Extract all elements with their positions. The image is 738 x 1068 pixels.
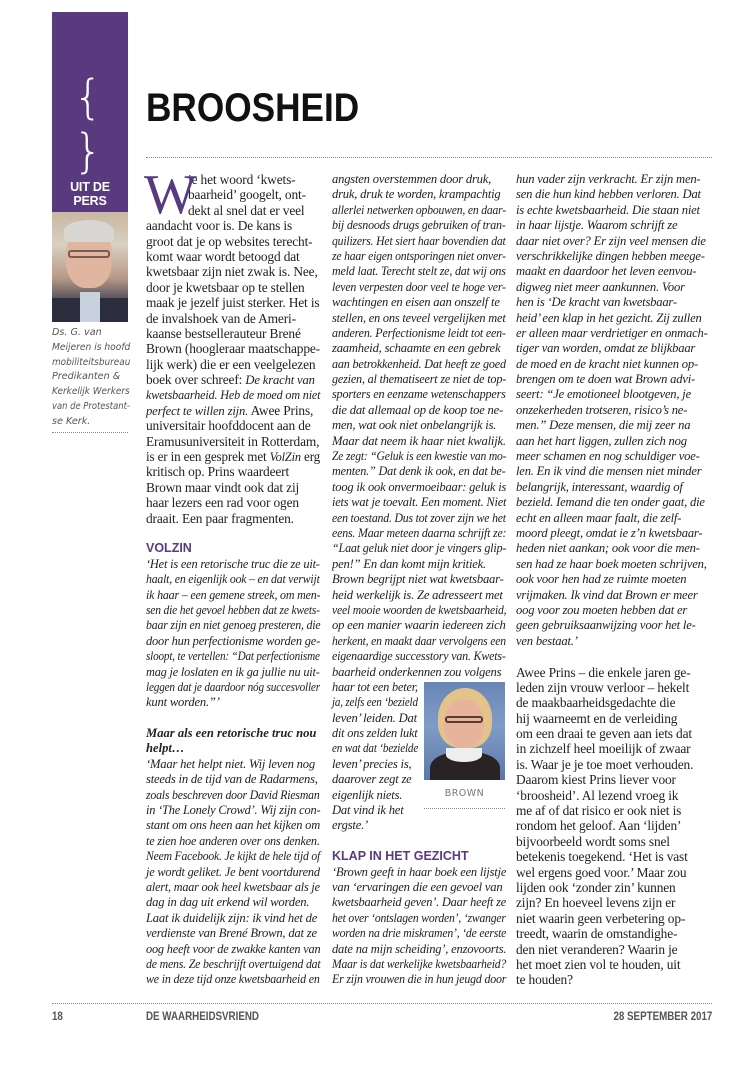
text-line: kwetsbaar zijn niet zwak is. Nee, — [146, 264, 318, 280]
text-line: verschrikkelijke dingen hebben meege- — [516, 248, 705, 263]
text-line: len. En ik vind die mensen niet minder — [516, 464, 702, 479]
text-segment: is er in een gesprek met — [146, 449, 270, 465]
text-line: belangrijk, interessant, waardig of — [516, 479, 683, 494]
drop-cap: W — [144, 164, 197, 226]
text-line: dag in dag uit erkend wil worden. — [146, 895, 310, 910]
text-line: mag je loslaten en ik ga jullie nu uit- — [146, 664, 320, 679]
text-line: meer schamen en nog schuldiger voe- — [516, 449, 700, 464]
paragraph — [146, 557, 322, 711]
text-line: baarheid onderkennen zou volgens — [332, 664, 502, 679]
subheading: KLAP IN HET GEZICHT — [332, 849, 469, 864]
text-line: op een manier waarin iedereen zich — [332, 618, 506, 633]
text-line: oog heeft voor de zwakke kanten van — [146, 941, 321, 956]
text-line: universitair hoofddocent aan de — [146, 418, 311, 434]
text-line: je wordt geliket. Je bent voortdurend — [146, 864, 320, 879]
text-line: wel ergens goed voor.’ Maar zou — [516, 864, 687, 880]
text-line: steeds in de tijd van de Radarmens, — [146, 772, 318, 787]
text-line: Eramusuniversiteit in Rotterdam, — [146, 433, 320, 449]
text-line: allerlei netwerken opbouwen, en daar- — [332, 202, 506, 217]
text-line: bezield. Iemand die ten onder gaat, die — [516, 495, 705, 510]
text-line: we in deze tijd onze kwetsbaarheid en — [146, 972, 320, 987]
caption-line: se Kerk. — [52, 415, 91, 427]
text-line: haalt, en eigenlijk ook – en dat verwijt — [146, 572, 320, 587]
text-line: den niet veranderen? Waarin je — [516, 941, 678, 957]
text-line: kunt worden.”’ — [146, 695, 220, 710]
text-line: Awee Prins – die enkele jaren ge- — [516, 664, 691, 680]
caption-line: van de Protestant- — [52, 400, 130, 412]
text-line: bij desnoods drugs gebruiken of tran- — [332, 218, 506, 233]
caption-line: Kerkelijk Werkers — [52, 386, 130, 398]
issue-date: 28 SEPTEMBER 2017 — [613, 1011, 712, 1023]
divider — [52, 432, 128, 433]
text-line: kritisch op. Prins waardeert — [146, 464, 290, 480]
text-line: veel mooie woorden de kwetsbaarheid, — [332, 602, 507, 617]
text-line: men, wat ook niet onbelangrijk is. — [332, 418, 497, 433]
text-line: Er zijn vrouwen die in hun jeugd door — [332, 972, 507, 987]
text-line: komt waar wordt betoogd dat — [146, 248, 300, 264]
text-line: ik haar – een gemene streek, om men- — [146, 587, 321, 602]
text-line: het over ‘ontslagen worden’, ‘zwanger — [332, 910, 506, 925]
text-line: oog voor zou moeten hebben dat er — [516, 602, 688, 617]
text-segment: Awee Prins, — [248, 402, 314, 418]
text-line: ‘Brown geeft in haar boek een lijstje — [332, 864, 507, 879]
text-line: wachtingen en eisen aan onszelf te — [332, 295, 500, 310]
text-line: gezien, al thematiseert ze niet de top- — [332, 372, 507, 387]
text-line: ‘broosheid’. Al lezend vroeg ik — [516, 787, 679, 803]
text-line: verdienste van Brené Brown, dat ze — [146, 926, 317, 941]
text-line: aandacht voor is. De kans is — [146, 218, 293, 234]
text-line: lijk werk) die er een veelgelezen — [146, 356, 316, 372]
text-line: aan het hart liggen, zullen zich nog — [516, 433, 687, 448]
text-line: en wat dat ‘bezielde — [332, 741, 419, 756]
text-line: brengen om te doen wat Brown advi- — [516, 372, 696, 387]
paragraph — [516, 172, 712, 649]
text-line — [146, 449, 320, 464]
paragraph — [144, 164, 322, 526]
text-line: geen gebruiksaanwijzing voor het le- — [516, 618, 696, 633]
paragraph — [146, 757, 322, 988]
text-line: te houden? — [516, 972, 573, 988]
text-line: het moet zien vol te houden, uit — [516, 956, 681, 972]
text-line: is echte kwetsbaarheid. Die staan niet — [516, 202, 700, 217]
text-line: te zien hoe anderen over ons denken. — [146, 833, 320, 848]
text-line: eigenaardige successtory van. Kwets- — [332, 649, 506, 664]
text-line: Daarom kiest Prins liever voor — [516, 772, 676, 788]
text-line: eens. Maar meteen daarna schrijft ze: — [332, 525, 507, 540]
footer-divider — [52, 1003, 712, 1004]
braces-logo-icon: { } — [73, 70, 107, 178]
text-segment: boek over schreef: — [146, 372, 246, 388]
divider — [424, 808, 505, 809]
text-line: stant om ons heen aan het kijken om — [146, 818, 321, 833]
paragraph — [516, 665, 712, 988]
text-line: de moed en de kracht niet kunnen op- — [516, 356, 698, 371]
text-line: men.” Deze mensen, die mij zeer na — [516, 418, 691, 433]
text-line: Dat vind ik het — [332, 803, 404, 818]
text-line: sen die het gevoel hebben dat ze kwets- — [146, 602, 320, 617]
text-line: vrijmaken. Ik vind dat Brown er meer — [516, 587, 698, 602]
spacer — [332, 834, 508, 849]
photo-caption: BROWN — [444, 788, 485, 799]
article-column-1 — [144, 164, 322, 988]
text-line — [146, 372, 315, 387]
text-line: baarheid’ googelt, ont- — [188, 187, 306, 203]
caption-line: Meijeren is hoofd — [52, 341, 131, 353]
text-line: Laat ik duidelijk zijn: ik vind het de — [146, 910, 318, 925]
spacer — [516, 649, 712, 664]
text-line: van ‘ervaringen die een gevoel van — [332, 879, 503, 894]
text-line: Maar als een retorische truc nou — [146, 726, 317, 741]
text-line: bijvoorbeeld wordt soms snel — [516, 833, 670, 849]
text-line: leggen dat je daardoor nóg succesvoller — [146, 679, 320, 694]
text-line — [146, 387, 320, 402]
text-line: aan betrokkenheid. Dat heeft ze goed — [332, 356, 506, 371]
author-caption — [52, 326, 132, 430]
text-line: maak je jezelf juist sterker. Het is — [146, 295, 320, 311]
italic-segment: De kracht van — [245, 373, 315, 388]
text-line: ergste.’ — [332, 818, 369, 833]
text-line: er alleen maar verdrietiger en onmach- — [516, 325, 708, 340]
text-line: echt en alleen maar faalt, die zelf- — [516, 510, 682, 525]
text-line: toog ik ook onvermoeibaar: geluk is — [332, 479, 507, 494]
text-line: zaamheid, schaamte en een gebrek — [332, 341, 501, 356]
spacer — [146, 711, 322, 726]
subheading: VOLZIN — [146, 541, 192, 556]
text-line: is. Waar je je toe moet verhouden. — [516, 756, 694, 772]
author-photo — [52, 212, 128, 322]
text-line: door hun perfectionisme worden ge- — [146, 633, 321, 648]
article-column-2 — [332, 172, 508, 988]
text-line: sloopt, te vertellen: “Dat perfectionisme — [146, 649, 320, 664]
text-line: kaanse bestsellerauteur Brené — [146, 325, 301, 341]
brown-photo — [424, 682, 505, 780]
text-line: “Laat geluk niet door je vingers glip- — [332, 541, 507, 556]
paragraph — [332, 865, 508, 988]
text-line: ven bestaat.’ — [516, 633, 578, 648]
text-line: me af of dat risico er ook niet is — [516, 803, 682, 819]
text-line: de maakbaarheidsgedachte die — [516, 695, 676, 711]
page-title: BROOSHEID — [146, 86, 360, 130]
title-divider — [146, 157, 712, 158]
text-line: onzekerheden trotseren, risico’s ne- — [516, 402, 688, 417]
text-line: angsten overstemmen door druk, — [332, 172, 492, 186]
text-line: treedt, waarin de omstandighe- — [516, 926, 678, 942]
text-line: die dat allemaal op de koop toe ne- — [332, 402, 504, 417]
text-line: ze haar eigen ontsporingen niet onver- — [332, 248, 506, 263]
text-line: de mens. Ze beschrijft overtuigend dat — [146, 956, 321, 971]
text-line: hen is ‘De kracht van kwetsbaar- — [516, 295, 677, 310]
text-line: ja, zelfs een ‘bezield — [332, 695, 418, 710]
caption-line: mobiliteitsbureau — [52, 356, 131, 368]
text-line: herkent, en maakt daar vervolgens een — [332, 633, 506, 648]
section-label: UIT DE PERS — [70, 180, 110, 208]
text-segment: erg — [300, 449, 321, 465]
text-line: pen!” En dan komt mijn kritiek. — [332, 556, 486, 571]
text-line: leven’ precies is, — [332, 756, 412, 771]
text-line: betekenis toegekend. ‘Het is vast — [516, 849, 688, 865]
text-line: digweg niet meer aankunnen. Voor — [516, 279, 685, 294]
text-line: Neem Facebook. Je kijkt de hele tijd of — [146, 849, 321, 864]
text-line: ie het woord ‘kwets- — [188, 172, 296, 187]
text-line: maakt en daardoor het leven eenvou- — [516, 264, 697, 279]
text-line: zoals beschreven door David Riesman — [146, 787, 320, 802]
text-line: leven verpesten door veel te hoge ver- — [332, 279, 506, 294]
text-line — [146, 403, 313, 418]
text-line: draait. Een paar fragmenten. — [146, 510, 294, 526]
text-line: de invalshoek van de Ameri- — [146, 310, 296, 326]
text-line: quilizers. Het siert haar bovendien dat — [332, 233, 506, 248]
italic-segment: VolZin — [269, 450, 301, 465]
text-line: Brown (hoogleraar maatschappe- — [146, 341, 320, 357]
text-line: in ‘The Lonely Crowd’. Wij zijn con- — [146, 803, 321, 818]
italic-segment: kwetsbaarheid. Heb de moed om niet — [146, 388, 321, 403]
text-line: groot dat je op websites terecht- — [146, 233, 313, 249]
text-line: ‘Maar het helpt niet. Wij leven nog — [146, 756, 315, 771]
text-line: in haar lijstje. Waarom schrijft ze — [516, 218, 678, 233]
text-line: lijden ook ‘zonder zin’ kunnen — [516, 879, 676, 895]
section-banner — [52, 12, 128, 212]
text-line: hij waarneemt en de verleiding — [516, 710, 678, 726]
text-line: dekt al snel dat er veel — [188, 202, 305, 218]
text-line: kwetsbaarheid geven’. Daar heeft ze — [332, 895, 507, 910]
text-line: haar tot een beter, — [332, 679, 418, 694]
text-line: ook voor hen had ze ruimte moeten — [516, 572, 687, 587]
text-line: seert: “Je emotioneel blootgeven, je — [516, 387, 691, 402]
text-line: anderen. Perfectionisme leidt tot een- — [332, 325, 506, 340]
text-line: moord pleegt, omdat ie z’n kwetsbaar- — [516, 525, 703, 540]
text-line: alert, maar ook heel kwetsbaar als je — [146, 879, 320, 894]
text-line: iets wat je toevalt. Een moment. Niet — [332, 495, 507, 510]
text-line: stellen, en ons teveel vergelijken met — [332, 310, 506, 325]
text-line: rondom het geloof. Aan ‘lijden’ — [516, 818, 682, 834]
text-line: hun vader zijn verkracht. Er zijn men- — [516, 172, 701, 186]
article-column-3 — [516, 172, 712, 988]
text-line: Maar is dat werkelijke kwetsbaarheid? — [332, 956, 507, 971]
text-line: baar zijn en niet genoeg presteren, die — [146, 618, 321, 633]
text-line: door je kwetsbaar op te stellen — [146, 279, 305, 295]
text-line: Brown begrijpt niet wat kwetsbaar- — [332, 572, 504, 587]
text-line: haar lezers een rad voor ogen — [146, 495, 299, 511]
text-line: tiger van worden, omdat ze blijkbaar — [516, 341, 696, 356]
text-line: daarover zegt ze — [332, 772, 412, 787]
text-line: meld laat. Terecht stelt ze, dat wij ons — [332, 264, 506, 279]
publication-name: DE WAARHEIDSVRIEND — [146, 1011, 259, 1023]
text-line: druk, druk te worden, krampachtig — [332, 187, 501, 202]
text-line: leden zijn vrouw verloor – hekelt — [516, 679, 690, 695]
text-line: menten.” Dat denk ik ook, en dat be- — [332, 464, 506, 479]
text-line: een toestand. Dus tot zover zijn we het — [332, 510, 506, 525]
text-line: leven’ leiden. Dat — [332, 710, 417, 725]
text-line: eigenlijk niets. — [332, 787, 403, 802]
text-line: Brown maar vindt ook dat zij — [146, 479, 300, 495]
text-line: heden niet aankan; ook voor die men- — [516, 541, 700, 556]
text-line: date na mijn scheiding’, enzovoorts. — [332, 941, 507, 956]
italic-segment: perfect te willen zijn. — [146, 403, 249, 418]
text-line: niet waarin geen verbetering op- — [516, 910, 686, 926]
text-line: Ze zegt: “Geluk is een kwestie van mo- — [332, 449, 507, 464]
caption-line: Ds. G. van — [52, 327, 102, 338]
question-heading — [146, 726, 322, 757]
text-line: heid werkelijk is. Ze adresseert met — [332, 587, 503, 602]
text-line: ‘Het is een retorische truc die ze uit- — [146, 556, 320, 571]
text-line: om een draai te geven aan iets dat — [516, 726, 692, 742]
text-line: daar niet over? Er zijn veel mensen die — [516, 233, 706, 248]
text-line: sen die hun kind hebben verloren. Dat — [516, 187, 701, 202]
spacer — [146, 526, 322, 541]
text-line: zijn? En hoeveel levens zijn er — [516, 895, 676, 911]
text-line: worden na drie miskramen’, ‘de eerste — [332, 926, 507, 941]
text-line: heid’ een klap in het gezicht. Zij zullen — [516, 310, 702, 325]
text-line: helpt… — [146, 741, 185, 756]
text-line: Maar dat neem ik haar niet kwalijk. — [332, 433, 506, 448]
text-line: sen had ze haar boek moeten schrijven, — [516, 556, 707, 571]
caption-line: Predikanten & — [52, 371, 121, 383]
text-line: sporters en eenzame wetenschappers — [332, 387, 506, 402]
text-line: dit ons zelden lukt — [332, 726, 418, 741]
page-number: 18 — [52, 1011, 63, 1023]
text-line: in zichzelf heel moeilijk of zwaar — [516, 741, 691, 757]
